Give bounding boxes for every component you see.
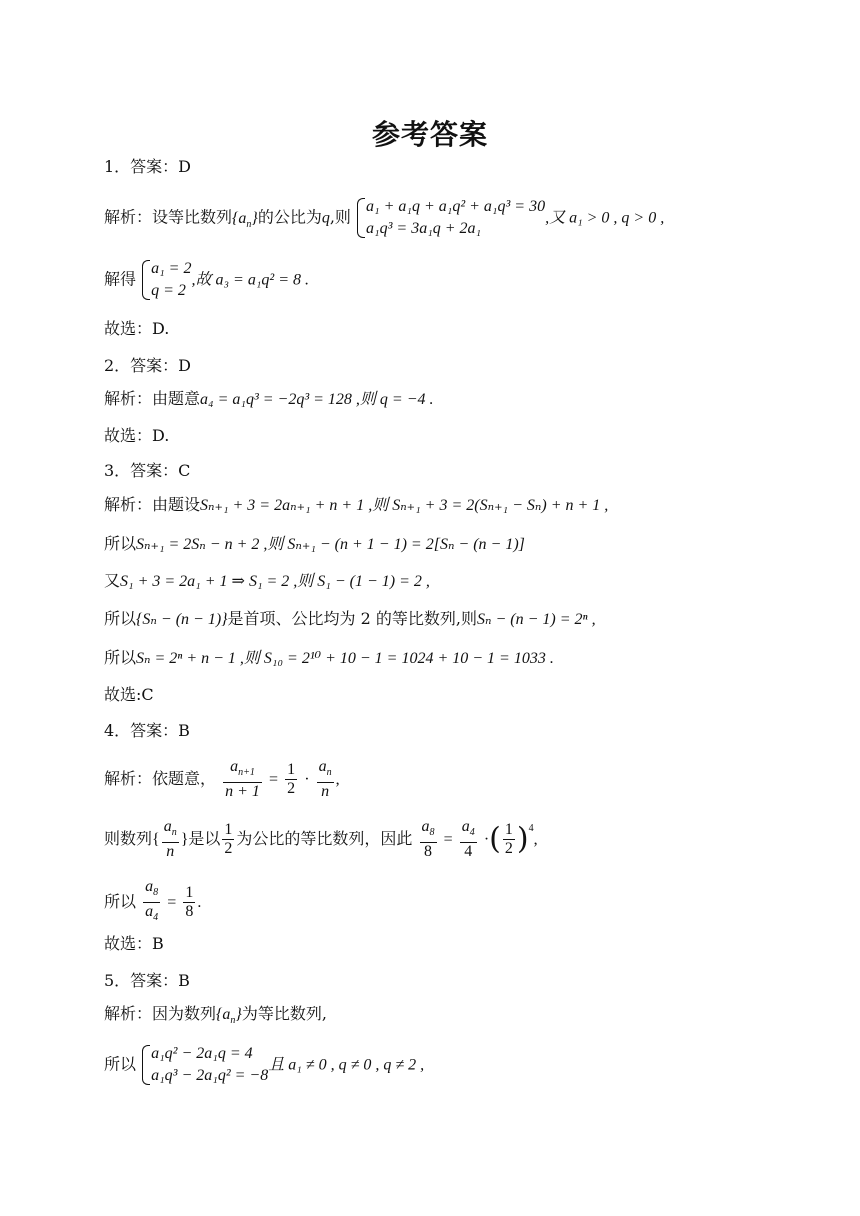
- q1-solve: 解得 a₁ = 2 q = 2 ,故 a₃ = a₁q² = 8 .: [104, 258, 309, 302]
- q2-analysis: 解析：由题意a₄ = a₁q³ = −2q³ = 128 ,则 q = −4 .: [104, 389, 434, 408]
- q5-system: a₁q² − 2a₁q = 4 a₁q³ − 2a₁q² = −8: [141, 1043, 268, 1087]
- q3-step5: 所以Sₙ = 2ⁿ + n − 1 ,则 S₁₀ = 2¹⁰ + 10 − 1 = 1024 + 10 − 1 = 1033 .: [104, 648, 554, 667]
- q1-eq1: a₁ + a₁q + a₁q² + a₁q³ = 30: [366, 198, 546, 215]
- q3-step4: 所以{Sₙ − (n − 1)}是首项、公比均为 2 的等比数列,则Sₙ − (n − 1) = 2ⁿ ,: [104, 609, 596, 628]
- q1-system: [356, 196, 545, 240]
- q4-step2: 则数列{ $\frac{a_n}{n}$ }是以 $\frac{1}{2}$ 为公比的等比数列，因此 $\frac{a_8}{8}$ = $\frac{a_4}{4}$ ·( $\frac{1}{2}$ )$^4$,: [104, 818, 538, 861]
- q2-conclusion: 故选：D.: [104, 426, 170, 445]
- q4-analysis: 解析：依题意， $\frac{a_{n+1}}{n + 1}$ = $\frac{1}{2}$ · $\frac{a_n}{n}$ ,: [104, 758, 340, 801]
- q1-conclusion: 故选：D.: [104, 319, 170, 338]
- q3-conclusion: 故选:C: [104, 685, 154, 704]
- q5-step2: 所以 a₁q² − 2a₁q = 4 a₁q³ − 2a₁q² = −8 且 a₁ ≠ 0 , q ≠ 0 , q ≠ 2 ,: [104, 1043, 424, 1087]
- q1-condition: ,又 a₁ > 0 , q > 0 ,: [545, 209, 665, 227]
- q1-analysis: 解析：设等比数列$\{a_n\}$的公比为q,则 a₁ + a₁q + a₁q² + a₁q³ = 30 a₁q³ = 3a₁q + 2a₁ ,又 a₁ > 0 , q > 0 ,: [104, 196, 664, 240]
- q1-eq2: a₁q³ = 3a₁q + 2a₁: [366, 220, 482, 237]
- q3-step3: 又S₁ + 3 = 2a₁ + 1 ⇒ S₁ = 2 ,则 S₁ − (1 − 1) = 2 ,: [104, 571, 430, 590]
- q3-analysis: 解析：由题设Sₙ₊₁ + 3 = 2aₙ₊₁ + n + 1 ,则 Sₙ₊₁ + 3 = 2(Sₙ₊₁ − Sₙ) + n + 1 ,: [104, 495, 609, 514]
- q1-solution-system: a₁ = 2 q = 2: [141, 258, 191, 302]
- q2-answer: 2．答案：D: [104, 356, 192, 375]
- q1-answer: 1．答案：D: [104, 157, 192, 176]
- q5-analysis: 解析：因为数列$\{a_n\}$为等比数列,: [104, 1004, 327, 1027]
- page-title: 参考答案: [371, 118, 488, 151]
- q4-step3: 所以 $\frac{a_8}{a_4}$ = $\frac{1}{8}$ .: [104, 878, 202, 924]
- q3-answer: 3．答案：C: [104, 461, 191, 480]
- q4-answer: 4．答案：B: [104, 721, 190, 740]
- q3-step2: 所以Sₙ₊₁ = 2Sₙ − n + 2 ,则 Sₙ₊₁ − (n + 1 − 1) = 2[Sₙ − (n − 1)]: [104, 534, 525, 553]
- q4-conclusion: 故选：B: [104, 934, 164, 953]
- q5-answer: 5．答案：B: [104, 971, 190, 990]
